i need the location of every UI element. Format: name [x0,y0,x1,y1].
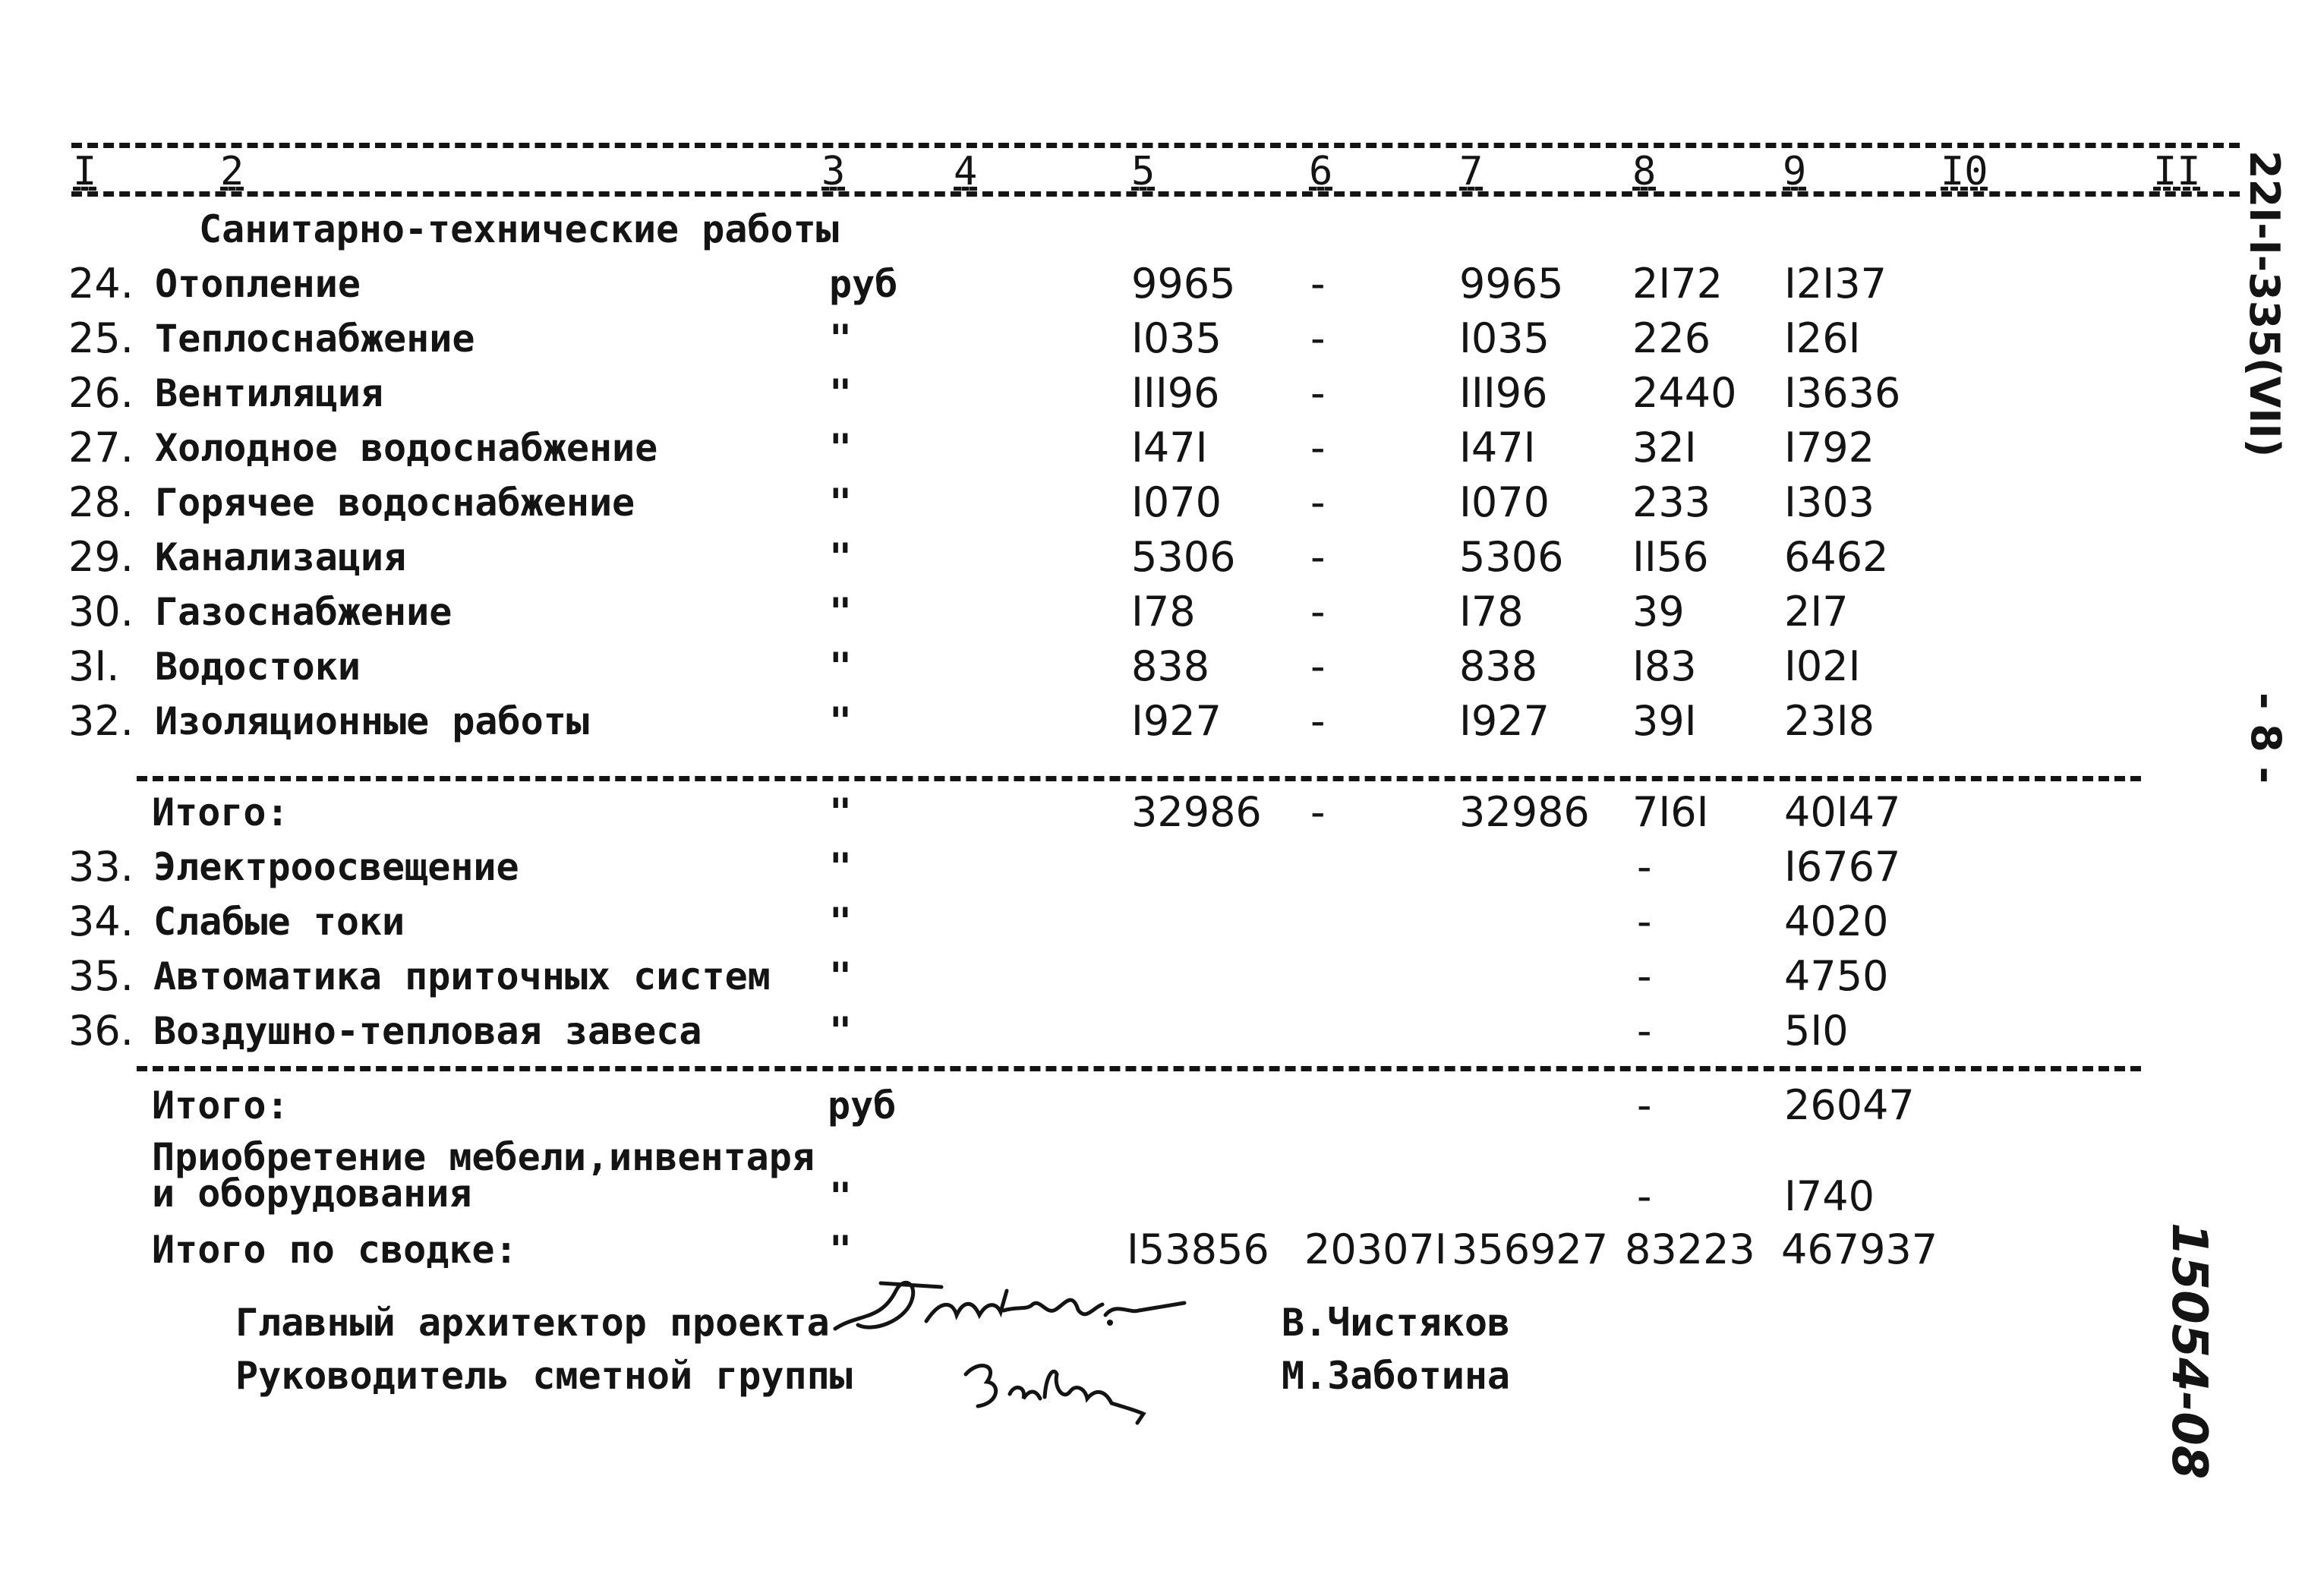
grand-total-col6: 20307I [1304,1225,1447,1273]
furniture-col8: - [1637,1172,1652,1220]
subtotal-col6: - [1310,788,1326,836]
row-number: 29. [68,533,134,581]
header-top-rule [71,143,2240,148]
grand-total-col8: 83223 [1625,1225,1755,1273]
subtotal-col7: 32986 [1459,788,1590,836]
row-unit: руб [829,262,898,306]
row-unit: " [829,1009,853,1053]
grand-total-col7: 356927 [1452,1225,1609,1273]
cell-col5: 838 [1131,642,1210,690]
handwritten-signature-estimator [957,1344,1154,1427]
furniture-label-line2: и оборудования [152,1172,472,1216]
row-name: Отопление [155,262,361,306]
cell-col6: - [1310,369,1326,417]
col-header-10: I0 [1941,149,1988,194]
cell-col8: I83 [1632,642,1697,690]
cell-col9: 4750 [1784,952,1889,1000]
cell-col9: 6462 [1784,533,1889,581]
grand-total-label: Итого по сводке: [152,1228,518,1272]
row-unit: " [829,645,853,689]
row-name: Воздушно-тепловая завеса [153,1009,702,1053]
row-unit: " [829,845,853,889]
cell-col8: 233 [1632,478,1711,526]
subtotal-col8: 7I6I [1632,788,1709,836]
signature-name: В.Чистяков [1282,1301,1511,1345]
cell-col7: 9965 [1459,260,1564,308]
side-document-code: 22I-I-335(VII) [2240,150,2288,458]
cell-col7: I927 [1459,697,1550,745]
cell-col6: - [1310,697,1326,745]
cell-col8: 39 [1632,588,1685,636]
cell-col5: I78 [1131,588,1196,636]
cell-col6: - [1310,478,1326,526]
col-header-11: II [2153,149,2201,194]
cell-col9: I303 [1784,478,1875,526]
furniture-label-line1: Приобретение мебели,инвентаря [152,1135,815,1179]
col-header-8: 8 [1632,149,1657,194]
row-name: Холодное водоснабжение [155,426,658,470]
row-name: Электроосвещение [153,845,519,889]
cell-col8: - [1637,1007,1652,1055]
cell-col5: I927 [1131,697,1222,745]
cell-col6: - [1310,424,1326,472]
furniture-unit: " [829,1175,853,1219]
col-header-6: 6 [1309,149,1333,194]
section-title: Санитарно-технические работы [199,207,839,251]
subtotal-unit: " [829,790,853,834]
page-number: - 8 - [2242,692,2290,784]
cell-col7: 5306 [1459,533,1564,581]
cell-col5: 5306 [1131,533,1236,581]
row-name: Автоматика приточных систем [153,954,771,998]
col-header-4: 4 [954,149,978,194]
row-unit: " [829,371,853,415]
signature-role: Руководитель сметной группы [235,1354,853,1398]
row-number: 26. [68,369,134,417]
subtotal-col5: 32986 [1131,788,1262,836]
row-number: 36. [68,1007,134,1055]
cell-col6: - [1310,533,1326,581]
grand-total-col5: I53856 [1127,1225,1269,1273]
cell-col5: I035 [1131,314,1222,362]
row-unit: " [829,954,853,998]
row-number: 30. [68,588,134,636]
subtotal-rule-2 [137,1066,2141,1071]
row-number: 25. [68,314,134,362]
subtotal-unit: руб [828,1083,897,1128]
cell-col7: I47I [1459,424,1536,472]
row-name: Вентиляция [155,371,384,415]
row-number: 3I. [68,642,120,690]
cell-col8: 32I [1632,424,1697,472]
col-header-1: I [73,149,97,194]
cell-col9: 2I7 [1784,588,1849,636]
signature-name: М.Заботина [1282,1354,1511,1398]
row-unit: " [829,699,853,743]
grand-total-col9: 467937 [1781,1225,1938,1273]
cell-col5: 9965 [1131,260,1236,308]
cell-col7: I035 [1459,314,1550,362]
grand-total-unit: " [829,1228,853,1272]
col-header-3: 3 [821,149,846,194]
cell-col9: I6767 [1784,843,1901,891]
col-header-9: 9 [1783,149,1807,194]
cell-col8: - [1637,952,1652,1000]
row-unit: " [829,900,853,944]
row-unit: " [829,426,853,470]
cell-col9: 23I8 [1784,697,1875,745]
row-number: 35. [68,952,134,1000]
cell-col9: I2I37 [1784,260,1887,308]
cell-col5: III96 [1131,369,1220,417]
furniture-col9: I740 [1784,1172,1875,1220]
row-name: Слабые токи [153,900,405,944]
cell-col9: I02I [1784,642,1861,690]
row-unit: " [829,535,853,579]
col-header-2: 2 [220,149,244,194]
cell-col5: I47I [1131,424,1208,472]
cell-col7: I78 [1459,588,1524,636]
cell-col6: - [1310,314,1326,362]
cell-col9: 5I0 [1784,1007,1849,1055]
cell-col8: II56 [1632,533,1709,581]
cell-col8: - [1637,843,1652,891]
row-name: Горячее водоснабжение [155,481,635,525]
row-number: 33. [68,843,134,891]
row-unit: " [829,590,853,634]
cell-col8: 2I72 [1632,260,1723,308]
cell-col6: - [1310,260,1326,308]
cell-col8: - [1637,897,1652,945]
col-header-7: 7 [1459,149,1484,194]
cell-col5: I070 [1131,478,1222,526]
cell-col6: - [1310,588,1326,636]
row-name: Водостоки [155,645,361,689]
row-number: 34. [68,897,134,945]
cell-col7: I070 [1459,478,1550,526]
row-number: 28. [68,478,134,526]
inventory-number: 15054-08 [2161,1222,2217,1480]
subtotal-label: Итого: [152,790,289,834]
row-number: 27. [68,424,134,472]
subtotal-rule-1 [137,776,2141,781]
header-bottom-rule [71,191,2240,197]
row-name: Изоляционные работы [155,699,589,743]
cell-col9: 4020 [1784,897,1889,945]
cell-col9: I3636 [1784,369,1901,417]
row-name: Теплоснабжение [155,317,475,361]
cell-col9: I26I [1784,314,1861,362]
subtotal-col9: 40I47 [1784,788,1901,836]
cell-col8: 226 [1632,314,1711,362]
subtotal-col8: - [1637,1081,1652,1129]
cell-col6: - [1310,642,1326,690]
subtotal-col9: 26047 [1784,1081,1915,1129]
col-header-5: 5 [1131,149,1156,194]
row-number: 32. [68,697,134,745]
row-name: Газоснабжение [155,590,452,634]
subtotal-label: Итого: [152,1083,289,1128]
row-unit: " [829,317,853,361]
cell-col8: 2440 [1632,369,1737,417]
cell-col8: 39I [1632,697,1697,745]
cell-col7: 838 [1459,642,1538,690]
row-unit: " [829,481,853,525]
signature-role: Главный архитектор проекта [235,1301,830,1345]
row-number: 24. [68,260,134,308]
cell-col9: I792 [1784,424,1875,472]
handwritten-signature-architect [828,1268,1192,1352]
cell-col7: III96 [1459,369,1548,417]
row-name: Канализация [155,535,407,579]
